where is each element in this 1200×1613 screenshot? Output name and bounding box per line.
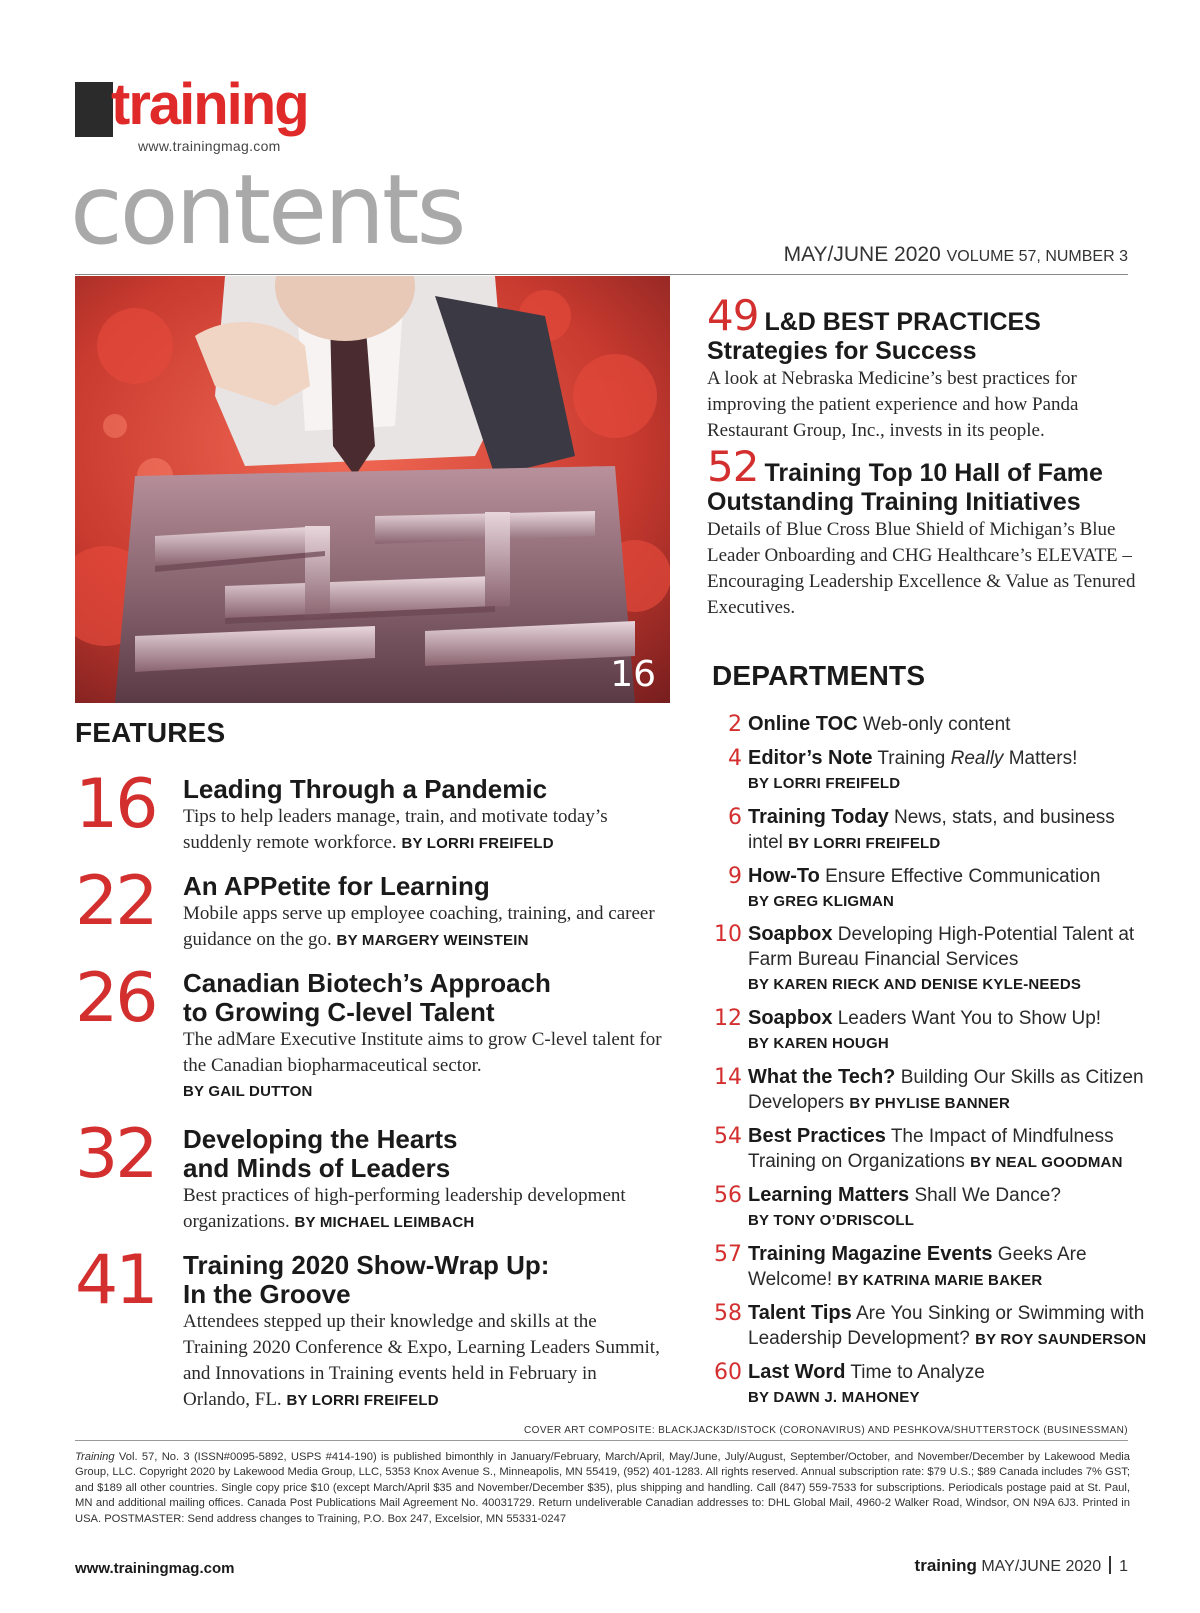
feature-description: The adMare Executive Institute aims to grow C-level talent for the Canadian biopharmaceutical sector. bbox=[183, 1029, 662, 1076]
logo-block bbox=[75, 82, 113, 137]
department-name: Training Magazine Events bbox=[748, 1243, 993, 1265]
folio-divider bbox=[1109, 1556, 1111, 1574]
footer-divider bbox=[75, 1440, 1128, 1441]
department-byline: BY LORRI FREIFELD bbox=[788, 835, 941, 852]
department-page-number: 4 bbox=[728, 746, 742, 771]
logo-url: www.trainingmag.com bbox=[138, 138, 281, 154]
feature-byline: BY GAIL DUTTON bbox=[183, 1083, 313, 1100]
department-text-italic: Really bbox=[950, 748, 1004, 769]
department-page-number: 57 bbox=[714, 1242, 742, 1267]
department-byline: BY KATRINA MARIE BAKER bbox=[837, 1272, 1043, 1289]
department-text: Ensure Effective Communication bbox=[825, 866, 1101, 887]
department-name: Soapbox bbox=[748, 1007, 833, 1029]
department-name: Online TOC bbox=[748, 713, 858, 735]
department-byline: BY KAREN HOUGH bbox=[748, 1035, 889, 1052]
feature-page-number: 16 bbox=[75, 765, 156, 844]
department-name: Training Today bbox=[748, 806, 889, 828]
department-name: Best Practices bbox=[748, 1125, 886, 1147]
feature-description: Mobile apps serve up employee coaching, training, and career guidance on the go. BY MARGERY WEINSTEIN bbox=[183, 903, 655, 950]
page-title: contents bbox=[70, 154, 464, 266]
lead-description: A look at Nebraska Medicine’s best practices for improving the patient experience and how Panda Restaurant Group, Inc., invests in its people. bbox=[707, 368, 1079, 441]
footer-issue: MAY/JUNE 2020 bbox=[981, 1558, 1102, 1575]
feature-description: Best practices of high-performing leadership development organizations. BY MICHAEL LEIMBACH bbox=[183, 1185, 626, 1232]
masthead-logo bbox=[75, 72, 375, 162]
department-page-number: 9 bbox=[728, 864, 742, 889]
feature-page-number: 26 bbox=[75, 959, 156, 1038]
department-text: Training bbox=[877, 748, 946, 769]
feature-description: Tips to help leaders manage, train, and motivate today’s suddenly remote workforce. BY LORRI FREIFELD bbox=[183, 806, 608, 853]
feature-item[interactable] bbox=[75, 862, 675, 952]
lead-story-49[interactable] bbox=[707, 291, 1137, 444]
footer-brand: training bbox=[914, 1556, 977, 1575]
department-byline: BY ROY SAUNDERSON bbox=[975, 1331, 1147, 1348]
department-byline: BY DAWN J. MAHONEY bbox=[748, 1389, 920, 1406]
page-number: 1 bbox=[1119, 1558, 1128, 1575]
feature-page-number: 32 bbox=[75, 1115, 156, 1194]
feature-byline: BY LORRI FREIFELD bbox=[401, 835, 554, 852]
feature-title: Developing the Hearts bbox=[183, 1124, 458, 1154]
department-text: Leaders Want You to Show Up! bbox=[837, 1008, 1102, 1029]
department-text: Geeks Are Welcome! bbox=[748, 1244, 1087, 1290]
businessman-maze-photo-icon bbox=[75, 276, 670, 703]
lead-page-number: 52 bbox=[707, 442, 759, 491]
departments-heading: DEPARTMENTS bbox=[712, 660, 926, 691]
department-byline: BY LORRI FREIFELD bbox=[748, 775, 901, 792]
issue-info bbox=[784, 243, 1128, 267]
feature-byline: BY MARGERY WEINSTEIN bbox=[336, 932, 529, 949]
department-page-number: 60 bbox=[714, 1360, 742, 1385]
department-page-number: 12 bbox=[714, 1006, 742, 1031]
department-byline: BY PHYLISE BANNER bbox=[849, 1095, 1011, 1112]
publication-info-italic: Training bbox=[75, 1451, 115, 1463]
department-name: Editor’s Note bbox=[748, 747, 873, 769]
feature-title-line2: In the Groove bbox=[183, 1279, 351, 1309]
feature-item[interactable] bbox=[75, 959, 675, 1100]
department-text: The Impact of Mindfulness Training on Organizations bbox=[748, 1126, 1114, 1172]
header-divider bbox=[75, 274, 1128, 275]
issue-volume: VOLUME 57, NUMBER 3 bbox=[946, 248, 1128, 265]
cover-page-number: 16 bbox=[610, 654, 656, 695]
feature-page-number: 22 bbox=[75, 862, 156, 941]
department-text: Web-only content bbox=[862, 714, 1011, 735]
publication-info-text: Vol. 57, No. 3 (ISSN#0095-5892, USPS #414-190) is published bimonthly in January/February, March/April, May/June, July/August, September/October, and November/December by Lakewood Media Group, LLC. Copyright 2020 by Lakewood Media Group, LLC, 5353 Knox Avenue S., Minneapolis, MN 55419, (952) 401-1283. All rights reserved. Annual subscription rate: $79 U.S.; $89 Canada includes 7% GST; and $189 all other countries. Single copy price $10 (except March/April $35 and November/December $35), plus shipping and handling. Call (847) 559-7533 for subscriptions. Periodicals postage paid at St. Paul, MN and additional mailing offices. Canada Post Publications Mail Agreement No. 40031729. Return undeliverable Canadian addresses to: DHL Global Mail, 4960-2 Walker Road, Windsor, ON N9A 6J3. Printed in USA. POSTMASTER: Send address changes to Training, P.O. Box 247, Excelsior, MN 55331-0247 bbox=[75, 1451, 1131, 1525]
issue-date: MAY/JUNE 2020 bbox=[783, 243, 941, 266]
feature-item[interactable] bbox=[75, 1241, 675, 1411]
cover-credit: COVER ART COMPOSITE: BLACKJACK3D/ISTOCK (CORONAVIRUS) AND PESHKOVA/SHUTTERSTOCK (BUSINESSMAN) bbox=[524, 1425, 1128, 1436]
feature-title: Training 2020 Show-Wrap Up: bbox=[183, 1250, 550, 1280]
department-byline: BY GREG KLIGMAN bbox=[748, 893, 895, 910]
department-name: Soapbox bbox=[748, 923, 833, 945]
feature-item[interactable] bbox=[75, 1115, 675, 1235]
department-page-number: 58 bbox=[714, 1301, 742, 1326]
department-byline: BY TONY O’DRISCOLL bbox=[748, 1212, 915, 1229]
feature-title-line2: and Minds of Leaders bbox=[183, 1153, 451, 1183]
feature-page-number: 41 bbox=[75, 1241, 156, 1320]
feature-title-line2: to Growing C-level Talent bbox=[183, 997, 495, 1027]
department-byline: BY KAREN RIECK AND DENISE KYLE-NEEDS bbox=[748, 976, 1082, 993]
department-text: Time to Analyze bbox=[850, 1362, 985, 1383]
department-text: Are You Sinking or Swimming with Leadership Development? bbox=[748, 1303, 1145, 1349]
lead-kicker: Training Top 10 Hall of Fame bbox=[764, 459, 1103, 487]
feature-title: An APPetite for Learning bbox=[183, 871, 490, 901]
features-heading: FEATURES bbox=[75, 717, 226, 748]
publication-info bbox=[75, 1450, 1130, 1527]
lead-headline: Outstanding Training Initiatives bbox=[707, 488, 1081, 516]
logo-wordmark: training bbox=[111, 72, 308, 137]
feature-title: Leading Through a Pandemic bbox=[183, 774, 548, 804]
department-text: Building Our Skills as Citizen Developers bbox=[748, 1067, 1144, 1113]
department-name: Learning Matters bbox=[748, 1184, 910, 1206]
lead-headline: Strategies for Success bbox=[707, 337, 977, 365]
lead-kicker: L&D BEST PRACTICES bbox=[764, 308, 1041, 336]
footer-url[interactable]: www.trainingmag.com bbox=[75, 1560, 235, 1577]
department-text: News, stats, and business intel bbox=[748, 807, 1115, 853]
department-page-number: 6 bbox=[728, 805, 742, 830]
feature-item[interactable] bbox=[75, 765, 675, 855]
department-name: How-To bbox=[748, 865, 820, 887]
department-page-number: 14 bbox=[714, 1065, 742, 1090]
cover-image[interactable] bbox=[75, 276, 670, 703]
feature-byline: BY MICHAEL LEIMBACH bbox=[294, 1214, 475, 1231]
department-name: What the Tech? bbox=[748, 1066, 896, 1088]
lead-description: Details of Blue Cross Blue Shield of Michigan’s Blue Leader Onboarding and CHG Healthcare’s ELEVATE – Encouraging Leadership Excellence & Value as Tenured Executives. bbox=[707, 519, 1136, 618]
department-name: Last Word bbox=[748, 1361, 846, 1383]
feature-title: Canadian Biotech’s Approach bbox=[183, 968, 551, 998]
department-text: Developing High-Potential Talent at Farm Bureau Financial Services bbox=[748, 924, 1135, 970]
department-page-number: 54 bbox=[714, 1124, 742, 1149]
footer-folio bbox=[915, 1556, 1128, 1576]
department-page-number: 2 bbox=[728, 712, 742, 737]
feature-byline: BY LORRI FREIFELD bbox=[286, 1392, 439, 1409]
department-byline: BY NEAL GOODMAN bbox=[970, 1154, 1123, 1171]
lead-story-52[interactable] bbox=[707, 442, 1137, 621]
department-name: Talent Tips bbox=[748, 1302, 852, 1324]
department-text-after: Matters! bbox=[1008, 748, 1078, 769]
department-text: Shall We Dance? bbox=[914, 1185, 1061, 1206]
feature-description: Attendees stepped up their knowledge and skills at the Training 2020 Conference & Expo, Learning Leaders Summit, and Innovations in Training events held in February in Orlando, FL. BY LORRI FREIFELD bbox=[183, 1311, 660, 1410]
department-page-number: 10 bbox=[714, 922, 742, 947]
lead-page-number: 49 bbox=[707, 291, 759, 340]
department-page-number: 56 bbox=[714, 1183, 742, 1208]
